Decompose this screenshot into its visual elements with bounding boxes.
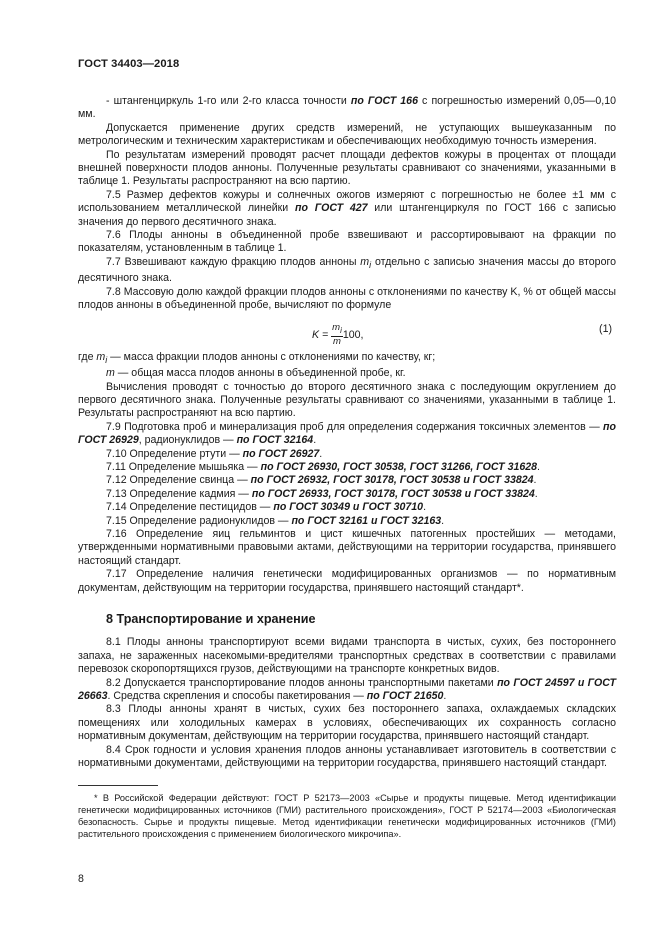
paragraph-caliper	[78, 95, 616, 122]
text: , радионуклидов —	[138, 434, 237, 447]
document-body	[78, 95, 616, 840]
paragraph-7-8: 7.8 Массовую долю каждой фракции плодов анноны с отклонениями по качеству K, % от общей массы плодов анноны в объединенной пробе, вычисляют по формуле	[78, 285, 616, 312]
text: .	[443, 690, 447, 703]
paragraph-7-12	[78, 474, 616, 487]
text: 7.13 Определение кадмия —	[106, 487, 252, 500]
text: .	[534, 487, 538, 500]
paragraph-7-6: 7.6 Плоды анноны в объединенной пробе взвешивают и рассортировывают на фракции по показателям, установленным в таблице 1.	[78, 229, 616, 255]
where-mi	[78, 351, 616, 368]
formula-denominator: m	[333, 335, 341, 347]
paragraph-7-9	[78, 421, 616, 448]
formula-rhs: 100,	[342, 328, 364, 341]
paragraph-7-14	[78, 501, 616, 514]
var-sub: i	[105, 354, 108, 365]
standard-ref: по ГОСТ 32161 и ГОСТ 32163	[291, 514, 442, 527]
text: .	[319, 447, 323, 460]
document-header: ГОСТ 34403—2018	[78, 58, 180, 70]
footnote	[78, 792, 616, 840]
text: .	[441, 514, 445, 527]
text: 7.5 Размер дефектов кожуры и солнечных ожогов измеряют с погрешностью не более ±1 мм с использованием металлической линейки	[78, 188, 616, 215]
paragraph-7-11	[78, 461, 616, 474]
text: 7.10 Определение ртути —	[106, 447, 243, 460]
text: 7.14 Определение пестицидов —	[106, 501, 274, 514]
paragraph-8-1: 8.1 Плоды анноны транспортируют всеми видами транспорта в чистых, сухих, без постороннего запаха, не зараженных насекомыми-вредителями транспортных средствах в соответствии с правилами перевозок скоропортящихся грузов, действующими на транспорте конкретных видов.	[78, 636, 616, 676]
numerator-sub: i	[340, 325, 342, 335]
text: — масса фракции плодов анноны с отклонениями по качеству, кг;	[107, 350, 436, 363]
text: 7.9 Подготовка проб и минерализация проб для определения содержания токсичных элементов —	[106, 420, 604, 433]
paragraph-8-4: 8.4 Срок годности и условия хранения плодов анноны устанавливает изготовитель в соответствии с нормативными документами, действующими на территории государства, принявшего настоящий стандарт.	[78, 743, 616, 770]
paragraph-other-instruments: Допускается применение других средств измерений, не уступающих вышеуказанным по метрологическим и техническим характеристикам и обеспечивающих необходимую точность измерения.	[78, 121, 616, 148]
formula-1	[78, 319, 616, 349]
standard-ref: по ГОСТ 32164	[236, 434, 314, 447]
paragraph-8-3: 8.3 Плоды анноны хранят в чистых, сухих без постороннего запаха, охлаждаемых складских помещениях или холодильных камерах в условиях, обеспечивающих их сохранность согласно нормативным документам, действующим на территории государства, принявшего настоящий стандарт.	[78, 703, 616, 743]
standard-ref: по ГОСТ 26932, ГОСТ 30178, ГОСТ 30538 и ГОСТ 33824	[250, 474, 534, 487]
paragraph-calculation: Вычисления проводят с точностью до второго десятичного знака с последующим округлением до первого десятичного знака. Полученные результаты сравнивают со значениями, указанными в таблице 1. Результаты распространяют на всю партию.	[78, 380, 616, 420]
section-8-title: 8 Транспортирование и хранение	[106, 612, 316, 627]
standard-ref: по ГОСТ 24597 и ГОСТ 26663	[78, 676, 617, 703]
text: 7.15 Определение радионуклидов —	[106, 514, 292, 527]
formula-expression	[312, 323, 363, 347]
text: .	[423, 501, 427, 514]
standard-ref: по ГОСТ 30349 и ГОСТ 30710	[273, 501, 424, 514]
text: 8.2 Допускается транспортирование плодов анноны транспортными пакетами	[106, 676, 498, 689]
standard-ref: по ГОСТ 427	[294, 202, 368, 215]
paragraph-results: По результатам измерений проводят расчет площади дефектов кожуры в процентах от площади внешней поверхности плодов анноны. Полученные результаты сравнивают со значениями, указанными в таблице 1. Результаты распространяют на всю партию.	[78, 148, 616, 188]
standard-ref: по ГОСТ 26927	[242, 447, 320, 460]
paragraph-7-7	[78, 256, 616, 286]
paragraph-7-15	[78, 515, 616, 528]
text: с погрешностью измерений 0,05—0,10 мм.	[78, 95, 617, 121]
standard-ref: по ГОСТ 26929	[78, 420, 616, 447]
paragraph-7-16: 7.16 Определение яиц гельминтов и цист кишечных патогенных простейших — методами, утвержденными нормативными правовыми актами, действующими на территории государства, принявшего настоящий стандарт.	[78, 528, 616, 567]
text: — общая масса плодов анноны в объединенной пробе, кг.	[114, 367, 406, 380]
text: . Средства скрепления и способы пакетирования —	[107, 690, 367, 703]
text: или штангенциркуля по ГОСТ 166 с записью значения до первого десятичного знака.	[78, 202, 616, 228]
var-m: m	[96, 350, 106, 363]
text: 7.12 Определение свинца —	[106, 474, 251, 487]
formula-numerator	[331, 323, 343, 337]
standard-ref: по ГОСТ 21650	[366, 690, 444, 703]
paragraph-7-5	[78, 189, 616, 229]
text: .	[313, 434, 317, 447]
paragraph-7-13	[78, 488, 616, 501]
footnote-separator	[78, 785, 158, 786]
text: 7.11 Определение мышьяка —	[106, 460, 261, 473]
text: отдельно с записью значения массы до второго десятичного знака.	[78, 255, 616, 285]
text: - штангенциркуль 1-го или 2-го класса точности	[106, 95, 351, 107]
text: где	[78, 350, 97, 363]
var-sub: i	[369, 259, 372, 270]
var-m: m	[360, 255, 370, 268]
standard-ref: по ГОСТ 26933, ГОСТ 30178, ГОСТ 30538 и ГОСТ 33824	[251, 487, 535, 500]
footnote-text: * В Российской Федерации действуют: ГОСТ Р 52173—2003 «Сырье и продукты пищевые. Метод идентификации генетически модифицированных источников (ГМИ) растительного происхождения», ГОСТ Р 52174—2003 «Биологическая безопасность. Сырье и продукты пищевые. Метод идентификации генетически модифицированных источников (ГМИ) растительного происхождения с применением биологического микрочипа».	[78, 792, 616, 839]
formula-number: (1)	[599, 322, 612, 335]
page-number: 8	[78, 873, 84, 885]
paragraph-7-10	[78, 448, 616, 461]
text: 7.7 Взвешивают каждую фракцию плодов анноны	[106, 255, 361, 268]
text: .	[537, 460, 540, 473]
where-m	[78, 367, 616, 380]
standard-ref: по ГОСТ 26930, ГОСТ 30538, ГОСТ 31266, ГОСТ 31628	[260, 460, 538, 473]
formula-fraction	[331, 323, 343, 347]
paragraph-8-2	[78, 677, 616, 704]
standard-ref: по ГОСТ 166	[350, 95, 418, 107]
numerator-var: m	[332, 321, 341, 333]
var-m: m	[106, 367, 115, 380]
formula-lhs: K =	[312, 328, 329, 341]
text: .	[533, 474, 537, 487]
paragraph-7-17: 7.17 Определение наличия генетически модифицированных организмов — по нормативным документам, действующим на территории государства, принявшего настоящий стандарт*.	[78, 568, 616, 594]
